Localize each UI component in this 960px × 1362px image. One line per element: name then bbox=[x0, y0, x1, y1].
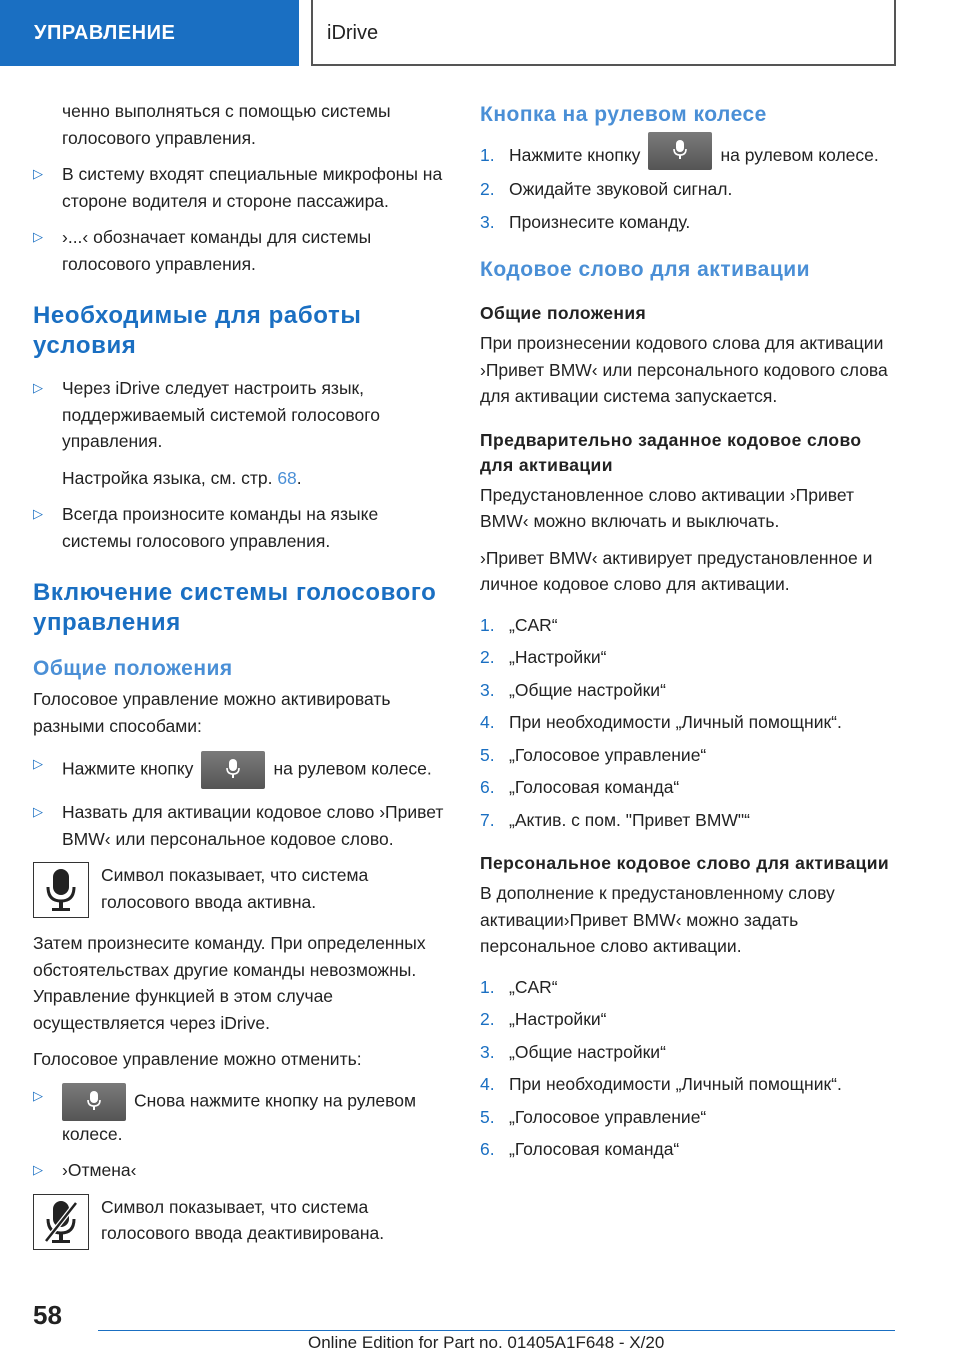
footer-edition: Online Edition for Part no. 01405A1F648 - X/20 bbox=[308, 1333, 665, 1352]
bullet-text: В систему входят специальные микрофоны на стороне водителя и стороне пассажира. bbox=[62, 164, 443, 211]
right-column bbox=[480, 98, 900, 1169]
bullet-item bbox=[33, 375, 445, 455]
triangle-bullet-icon: ▷ bbox=[33, 229, 43, 244]
step-number: 2. bbox=[480, 179, 495, 200]
symbol-inactive-text: Символ показывает, что система голосового ввода деактивирована. bbox=[101, 1196, 385, 1243]
numbered-step bbox=[480, 1136, 900, 1163]
numbered-step bbox=[480, 1104, 900, 1131]
predefined-paragraph-1: Предустановленное слово активации ›Привет BMW‹ можно включать и выключать. bbox=[480, 484, 855, 532]
step-number: 1. bbox=[480, 145, 495, 165]
step-text: „CAR“ bbox=[509, 976, 558, 997]
personal-paragraph: В дополнение к предустановленному слову активации›Привет BMW‹ можно задать персональное слово активации. bbox=[480, 883, 835, 957]
step-text: „Настройки“ bbox=[509, 1009, 607, 1030]
predefined-paragraph-2: ›Привет BMW‹ активирует предустановленное и личное кодовое слово для активации. bbox=[480, 547, 873, 595]
numbered-step bbox=[480, 644, 900, 671]
step-text: „CAR“ bbox=[509, 614, 558, 635]
bullet-item bbox=[33, 501, 445, 554]
bullet-text: на рулевом колесе. bbox=[273, 758, 432, 779]
step-number: 3. bbox=[480, 679, 495, 700]
step-text: „Общие настройки“ bbox=[509, 679, 666, 700]
bullet-text: Через iDrive следует настроить язык, поддерживаемый системой голосового управления. bbox=[62, 378, 380, 451]
page-link[interactable]: 68 bbox=[277, 467, 297, 488]
step-text: „Голосовое управление“ bbox=[509, 1106, 707, 1127]
step-number: 6. bbox=[480, 777, 495, 798]
step-text: „Настройки“ bbox=[509, 647, 607, 668]
numbered-step bbox=[480, 709, 900, 736]
triangle-bullet-icon: ▷ bbox=[33, 756, 43, 771]
code-general-paragraph: При произнесении кодового слова для активации ›Привет BMW‹ или персонального кодового слова для активации система запускается. bbox=[480, 333, 888, 407]
then-paragraph: Затем произнесите команду. При определенных обстоятельствах другие команды невозможны. Управление функцией в этом случае осуществляется через iDrive. bbox=[33, 933, 426, 1033]
heading-general: Общие положения bbox=[33, 657, 233, 680]
step-text: „Актив. с пом. "Привет BMW"“ bbox=[509, 809, 750, 830]
heading-personal: Персональное кодовое слово для активации bbox=[480, 853, 890, 874]
page-number: 58 bbox=[33, 1300, 62, 1330]
footer-divider bbox=[98, 1330, 895, 1331]
bullet-text: ›...‹ обозначает команды для системы голосового управления. bbox=[62, 227, 372, 274]
triangle-bullet-icon: ▷ bbox=[33, 506, 43, 521]
numbered-step bbox=[480, 612, 900, 639]
numbered-step bbox=[480, 1039, 900, 1066]
numbered-step bbox=[480, 742, 900, 769]
heading-code-word: Кодовое слово для активации bbox=[480, 258, 811, 282]
step-text: Ожидайте звуковой сигнал. bbox=[509, 179, 733, 200]
symbol-active-block bbox=[33, 862, 445, 918]
numbered-step bbox=[480, 1006, 900, 1033]
numbered-step bbox=[480, 1071, 900, 1098]
step-number: 7. bbox=[480, 809, 495, 830]
triangle-bullet-icon: ▷ bbox=[33, 1087, 43, 1103]
voice-button-icon bbox=[62, 1083, 126, 1121]
bullet-item bbox=[33, 799, 445, 852]
numbered-step bbox=[480, 209, 900, 236]
step-number: 3. bbox=[480, 1041, 495, 1062]
step-number: 5. bbox=[480, 1106, 495, 1127]
numbered-step bbox=[480, 974, 900, 1001]
step-number: 4. bbox=[480, 1074, 495, 1095]
step-text: „Голосовая команда“ bbox=[509, 777, 680, 798]
voice-button-icon bbox=[201, 751, 265, 789]
step-number: 4. bbox=[480, 712, 495, 733]
general-paragraph: Голосовое управление можно активировать разными способами: bbox=[33, 689, 391, 736]
note-text: Настройка языка, см. стр. bbox=[62, 467, 273, 488]
heading-wheel-button: Кнопка на рулевом колесе bbox=[480, 103, 767, 126]
step-number: 2. bbox=[480, 647, 495, 668]
numbered-step bbox=[480, 176, 900, 203]
heading-code-general: Общие положения bbox=[480, 303, 647, 324]
triangle-bullet-icon: ▷ bbox=[33, 166, 43, 181]
section-tab: УПРАВЛЕНИЕ bbox=[0, 0, 299, 66]
step-number: 6. bbox=[480, 1139, 495, 1160]
heading-enable: Включение системы голосового управления bbox=[33, 579, 437, 636]
bullet-text: Снова нажмите кнопку на рулевом колесе. bbox=[62, 1090, 417, 1144]
step-text: Произнесите команду. bbox=[509, 211, 691, 232]
triangle-bullet-icon: ▷ bbox=[33, 380, 43, 395]
bullet-item bbox=[33, 1083, 445, 1148]
cancel-paragraph: Голосовое управление можно отменить: bbox=[33, 1049, 362, 1069]
step-number: 2. bbox=[480, 1009, 495, 1030]
step-text: Нажмите кнопку bbox=[509, 145, 641, 165]
left-column bbox=[33, 98, 445, 1262]
step-number: 3. bbox=[480, 211, 495, 232]
step-text: „Общие настройки“ bbox=[509, 1041, 666, 1062]
step-text: на рулевом колесе. bbox=[720, 145, 879, 165]
numbered-step bbox=[480, 807, 900, 834]
step-number: 5. bbox=[480, 744, 495, 765]
bullet-item bbox=[33, 1157, 445, 1184]
heading-predefined: Предварительно заданное кодовое слово для активации bbox=[480, 429, 862, 475]
step-number: 1. bbox=[480, 976, 495, 997]
step-text: „Голосовое управление“ bbox=[509, 744, 707, 765]
bullet-item bbox=[33, 161, 445, 214]
numbered-step bbox=[480, 142, 900, 170]
numbered-step bbox=[480, 774, 900, 801]
triangle-bullet-icon: ▷ bbox=[33, 1162, 43, 1177]
bullet-text: Назвать для активации кодовое слово ›Привет BMW‹ или персональное кодовое слово. bbox=[62, 802, 444, 849]
step-text: При необходимости „Личный помощник“. bbox=[509, 712, 842, 733]
numbered-step bbox=[480, 677, 900, 704]
triangle-bullet-icon: ▷ bbox=[33, 804, 43, 819]
intro-continuation: ченно выполняться с помощью системы голосового управления. bbox=[62, 101, 391, 148]
symbol-active-text: Символ показывает, что система голосового ввода активна. bbox=[101, 865, 369, 912]
bullet-text: Всегда произносите команды на языке системы голосового управления. bbox=[62, 504, 379, 551]
step-text: При необходимости „Личный помощник“. bbox=[509, 1074, 842, 1095]
voice-button-icon bbox=[648, 132, 712, 170]
bullet-item bbox=[33, 224, 445, 277]
heading-conditions: Необходимые для работы условия bbox=[33, 302, 362, 359]
symbol-inactive-block bbox=[33, 1194, 445, 1250]
language-note bbox=[33, 465, 445, 492]
step-text: „Голосовая команда“ bbox=[509, 1139, 680, 1160]
chapter-tab: iDrive bbox=[311, 0, 896, 66]
bullet-text: Нажмите кнопку bbox=[62, 758, 194, 779]
note-suffix: . bbox=[296, 467, 302, 488]
microphone-active-icon bbox=[33, 862, 89, 918]
bullet-text: ›Отмена‹ bbox=[62, 1160, 137, 1180]
microphone-inactive-icon bbox=[33, 1194, 89, 1250]
bullet-item bbox=[33, 751, 445, 789]
step-number: 1. bbox=[480, 614, 495, 635]
